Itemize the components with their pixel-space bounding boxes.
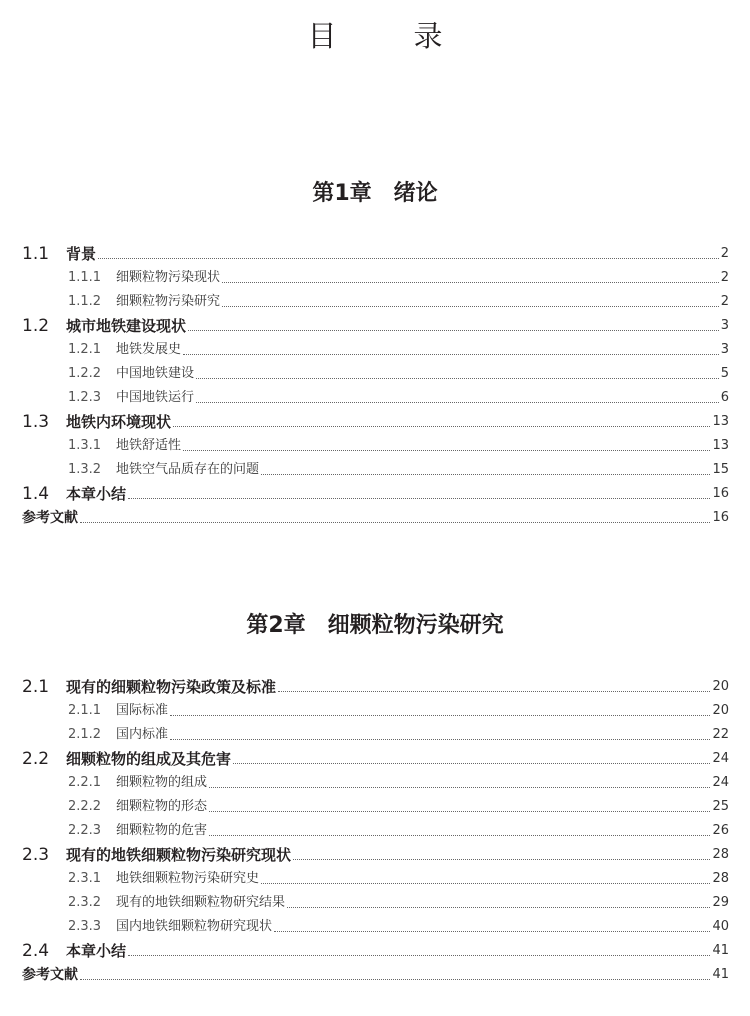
toc-subsection-entry[interactable]	[22, 888, 729, 912]
toc-entry-title: 细颗粒物的危害	[116, 823, 208, 838]
toc-entry-number: 1.3.2	[68, 462, 102, 477]
chapter-number: 第1章	[312, 181, 372, 206]
dot-leader	[80, 522, 710, 523]
toc-section-entry[interactable]	[22, 840, 729, 864]
toc-subsection-entry[interactable]	[22, 792, 729, 816]
dot-leader	[170, 715, 710, 716]
chapter-number: 第2章	[246, 613, 306, 638]
dot-leader	[233, 763, 710, 764]
toc-entry-title: 国际标准	[116, 703, 169, 718]
toc-entry-number: 2.3	[22, 845, 50, 865]
chapter-title: 细颗粒物污染研究	[327, 613, 504, 638]
toc-entry-title: 城市地铁建设现状	[66, 317, 187, 335]
dot-leader	[287, 907, 710, 908]
toc-entry-page-number: 22	[712, 727, 729, 742]
toc-entry-title: 地铁发展史	[116, 342, 182, 357]
dot-leader	[188, 330, 719, 331]
toc-subsection-entry[interactable]	[22, 912, 729, 936]
toc-entry-title: 地铁空气品质存在的问题	[116, 462, 260, 477]
chapter-1-heading	[0, 176, 750, 207]
toc-entry-page-number: 16	[712, 486, 729, 501]
toc-entry-page-number: 20	[712, 679, 729, 694]
toc-entry-page-number: 5	[720, 366, 729, 381]
toc-entry-number: 1.2.3	[68, 390, 102, 405]
toc-entry-number: 1.2	[22, 316, 50, 336]
toc-entry-number: 2.1.2	[68, 727, 102, 742]
toc-subsection-entry[interactable]	[22, 287, 729, 311]
toc-entry-title: 细颗粒物的形态	[116, 799, 208, 814]
toc-entry-title: 现有的细颗粒物污染政策及标准	[66, 678, 277, 696]
dot-leader	[170, 739, 710, 740]
toc-subsection-entry[interactable]	[22, 455, 729, 479]
toc-entry-page-number: 2	[720, 270, 729, 285]
toc-entry-page-number: 2	[720, 294, 729, 309]
toc-entry-number: 2.2	[22, 749, 50, 769]
toc-entry-page-number: 24	[712, 751, 729, 766]
toc-entry-title: 本章小结	[66, 485, 127, 503]
toc-entry-number: 1.1	[22, 244, 50, 264]
dot-leader	[261, 474, 710, 475]
toc-entry-title: 地铁细颗粒物污染研究史	[116, 871, 260, 886]
toc-entry-title: 国内标准	[116, 727, 169, 742]
dot-leader	[209, 811, 710, 812]
toc-entry-page-number: 15	[712, 462, 729, 477]
toc-entry-title: 细颗粒物的组成	[116, 775, 208, 790]
toc-entry-title: 中国地铁建设	[116, 366, 195, 381]
toc-entry-number: 2.2.2	[68, 799, 102, 814]
dot-leader	[183, 354, 719, 355]
toc-references-entry[interactable]	[22, 960, 729, 984]
toc-entry-number: 2.3.1	[68, 871, 102, 886]
toc-entry-title: 现有的地铁细颗粒物研究结果	[116, 895, 286, 910]
toc-entry-number: 1.2.2	[68, 366, 102, 381]
toc-entry-number: 2.3.2	[68, 895, 102, 910]
toc-entry-page-number: 28	[712, 871, 729, 886]
dot-leader	[222, 282, 719, 283]
toc-section-entry[interactable]	[22, 479, 729, 503]
toc-subsection-entry[interactable]	[22, 335, 729, 359]
dot-leader	[80, 979, 710, 980]
dot-leader	[274, 931, 710, 932]
toc-entry-number: 2.3.3	[68, 919, 102, 934]
toc-entry-number: 1.3	[22, 412, 50, 432]
dot-leader	[222, 306, 719, 307]
toc-section-entry[interactable]	[22, 744, 729, 768]
toc-entry-number: 2.4	[22, 941, 50, 961]
dot-leader	[183, 450, 710, 451]
toc-subsection-entry[interactable]	[22, 864, 729, 888]
toc-entry-title: 地铁内环境现状	[66, 413, 172, 431]
toc-entry-number: 1.4	[22, 484, 50, 504]
toc-subsection-entry[interactable]	[22, 768, 729, 792]
dot-leader	[128, 955, 710, 956]
toc-subsection-entry[interactable]	[22, 359, 729, 383]
toc-entry-page-number: 2	[720, 246, 729, 261]
toc-entry-title: 参考文献	[22, 967, 78, 983]
toc-entry-page-number: 20	[712, 703, 729, 718]
toc-section-entry[interactable]	[22, 936, 729, 960]
toc-entry-page-number: 40	[712, 919, 729, 934]
toc-subsection-entry[interactable]	[22, 720, 729, 744]
toc-entry-page-number: 13	[712, 438, 729, 453]
toc-entry-page-number: 25	[712, 799, 729, 814]
toc-entry-page-number: 6	[720, 390, 729, 405]
toc-entry-number: 2.1	[22, 677, 50, 697]
dot-leader	[196, 378, 719, 379]
toc-section-entry[interactable]	[22, 239, 729, 263]
toc-entry-title: 细颗粒物的组成及其危害	[66, 750, 232, 768]
toc-entry-title: 参考文献	[22, 510, 78, 526]
toc-entry-page-number: 29	[712, 895, 729, 910]
toc-entry-title: 国内地铁细颗粒物研究现状	[116, 919, 273, 934]
dot-leader	[293, 859, 710, 860]
toc-subsection-entry[interactable]	[22, 383, 729, 407]
toc-section-entry[interactable]	[22, 672, 729, 696]
toc-entry-page-number: 3	[720, 318, 729, 333]
dot-leader	[209, 835, 710, 836]
toc-entry-title: 细颗粒物污染现状	[116, 270, 221, 285]
dot-leader	[196, 402, 719, 403]
toc-entry-title: 本章小结	[66, 942, 127, 960]
dot-leader	[128, 498, 710, 499]
toc-subsection-entry[interactable]	[22, 263, 729, 287]
toc-entry-page-number: 41	[712, 967, 729, 982]
dot-leader	[173, 426, 710, 427]
toc-entry-page-number: 41	[712, 943, 729, 958]
dot-leader	[278, 691, 710, 692]
toc-subsection-entry[interactable]	[22, 431, 729, 455]
toc-entry-number: 2.2.3	[68, 823, 102, 838]
toc-entry-title: 中国地铁运行	[116, 390, 195, 405]
chapter-2-toc	[22, 672, 729, 984]
dot-leader	[261, 883, 710, 884]
toc-entry-title: 背景	[66, 245, 97, 263]
toc-references-entry[interactable]	[22, 503, 729, 527]
chapter-1-toc	[22, 239, 729, 527]
toc-entry-page-number: 28	[712, 847, 729, 862]
toc-subsection-entry[interactable]	[22, 816, 729, 840]
toc-entry-number: 1.1.1	[68, 270, 102, 285]
chapter-2-heading	[0, 608, 750, 639]
toc-entry-page-number: 16	[712, 510, 729, 525]
toc-entry-number: 2.1.1	[68, 703, 102, 718]
chapter-title: 绪论	[393, 181, 438, 206]
toc-entry-page-number: 3	[720, 342, 729, 357]
dot-leader	[98, 258, 719, 259]
toc-subsection-entry[interactable]	[22, 696, 729, 720]
toc-entry-number: 1.2.1	[68, 342, 102, 357]
toc-entry-number: 2.2.1	[68, 775, 102, 790]
toc-entry-title: 地铁舒适性	[116, 438, 182, 453]
toc-entry-page-number: 13	[712, 414, 729, 429]
toc-entry-number: 1.1.2	[68, 294, 102, 309]
page-title: 目 录	[307, 19, 467, 53]
toc-section-entry[interactable]	[22, 311, 729, 335]
toc-section-entry[interactable]	[22, 407, 729, 431]
toc-entry-title: 细颗粒物污染研究	[116, 294, 221, 309]
dot-leader	[209, 787, 710, 788]
toc-entry-page-number: 24	[712, 775, 729, 790]
toc-entry-title: 现有的地铁细颗粒物污染研究现状	[66, 846, 292, 864]
toc-entry-page-number: 26	[712, 823, 729, 838]
toc-entry-number: 1.3.1	[68, 438, 102, 453]
